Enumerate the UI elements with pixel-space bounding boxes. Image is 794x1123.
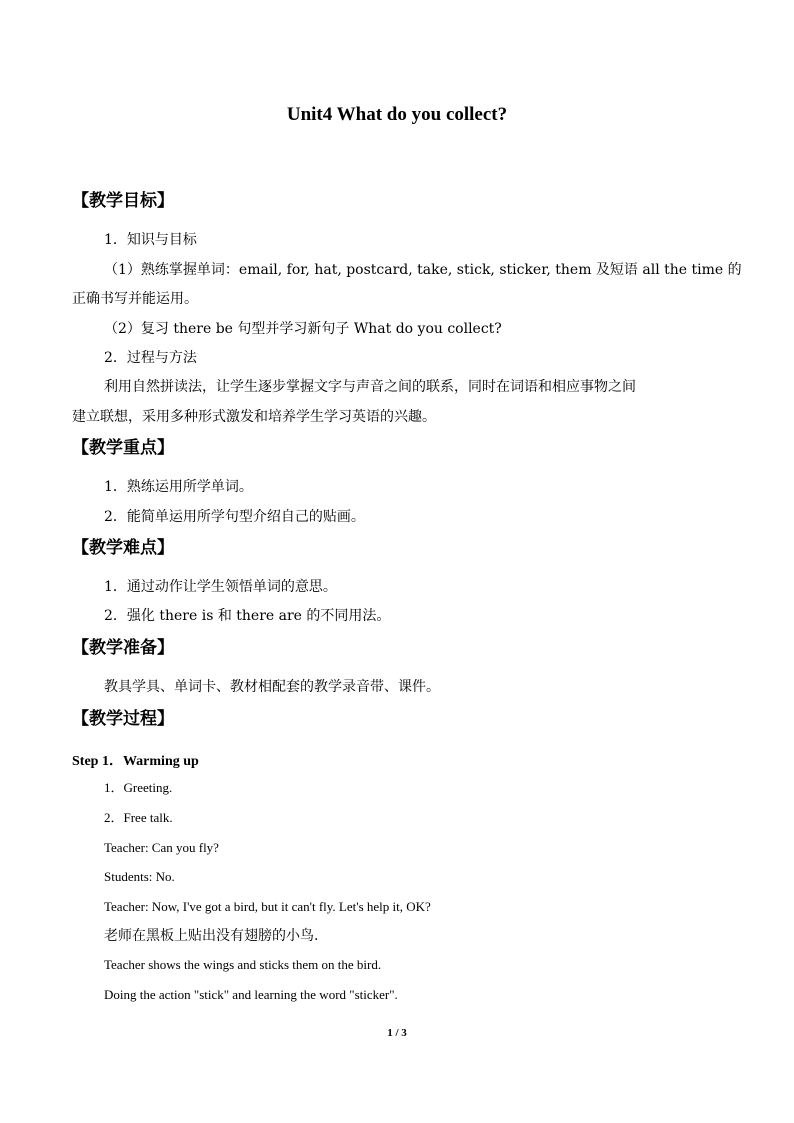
page-number: 1 / 3 [387, 1027, 407, 1039]
section-heading-difficulties: 【教学难点】 [72, 538, 174, 558]
process-line: Teacher: Now, I've got a bird, but it can't fly. Let's help it, OK? [104, 899, 431, 914]
key-point-2: 2．能简单运用所学句型介绍自己的贴画。 [104, 509, 365, 525]
goal-item-2: 2．过程与方法 [104, 350, 197, 366]
goal-item-1: 1．知识与目标 [104, 232, 197, 248]
section-heading-goals: 【教学目标】 [72, 191, 174, 211]
process-line: 1．Greeting. [104, 780, 173, 795]
page-title: Unit4 What do you collect? [286, 104, 508, 125]
process-line: 老师在黑板上贴出没有翅膀的小鸟. [104, 928, 319, 944]
process-line: Teacher: Can you fly? [104, 840, 219, 855]
goal-item-1-1b: 正确书写并能运用。 [72, 291, 198, 307]
difficulty-2: 2．强化 there is 和 there are 的不同用法。 [104, 608, 391, 624]
section-heading-process: 【教学过程】 [72, 709, 174, 729]
process-line: 2．Free talk. [104, 810, 173, 825]
step-heading: Step 1．Warming up [72, 754, 199, 769]
goal-item-2a: 利用自然拼读法，让学生逐步掌握文字与声音之间的联系，同时在词语和相应事物之间 [104, 379, 636, 395]
key-point-1: 1．熟练运用所学单词。 [104, 479, 253, 495]
process-line: Teacher shows the wings and sticks them on the bird. [104, 957, 382, 972]
goal-item-2b: 建立联想，采用多种形式激发和培养学生学习英语的兴趣。 [72, 409, 436, 425]
preparation-item: 教具学具、单词卡、教材相配套的教学录音带、课件。 [104, 679, 440, 695]
difficulty-1: 1．通过动作让学生领悟单词的意思。 [104, 579, 337, 595]
section-heading-key-points: 【教学重点】 [72, 438, 174, 458]
process-line: Students: No. [104, 869, 175, 884]
goal-item-1-2: （2）复习 there be 句型并学习新句子 What do you collect? [104, 321, 502, 337]
process-line: Doing the action "stick" and learning the word "sticker". [104, 987, 398, 1002]
section-heading-preparation: 【教学准备】 [72, 638, 174, 658]
goal-item-1-1a: （1）熟练掌握单词：email, for, hat, postcard, take, stick, sticker, them 及短语 all the time 的 [104, 262, 742, 278]
